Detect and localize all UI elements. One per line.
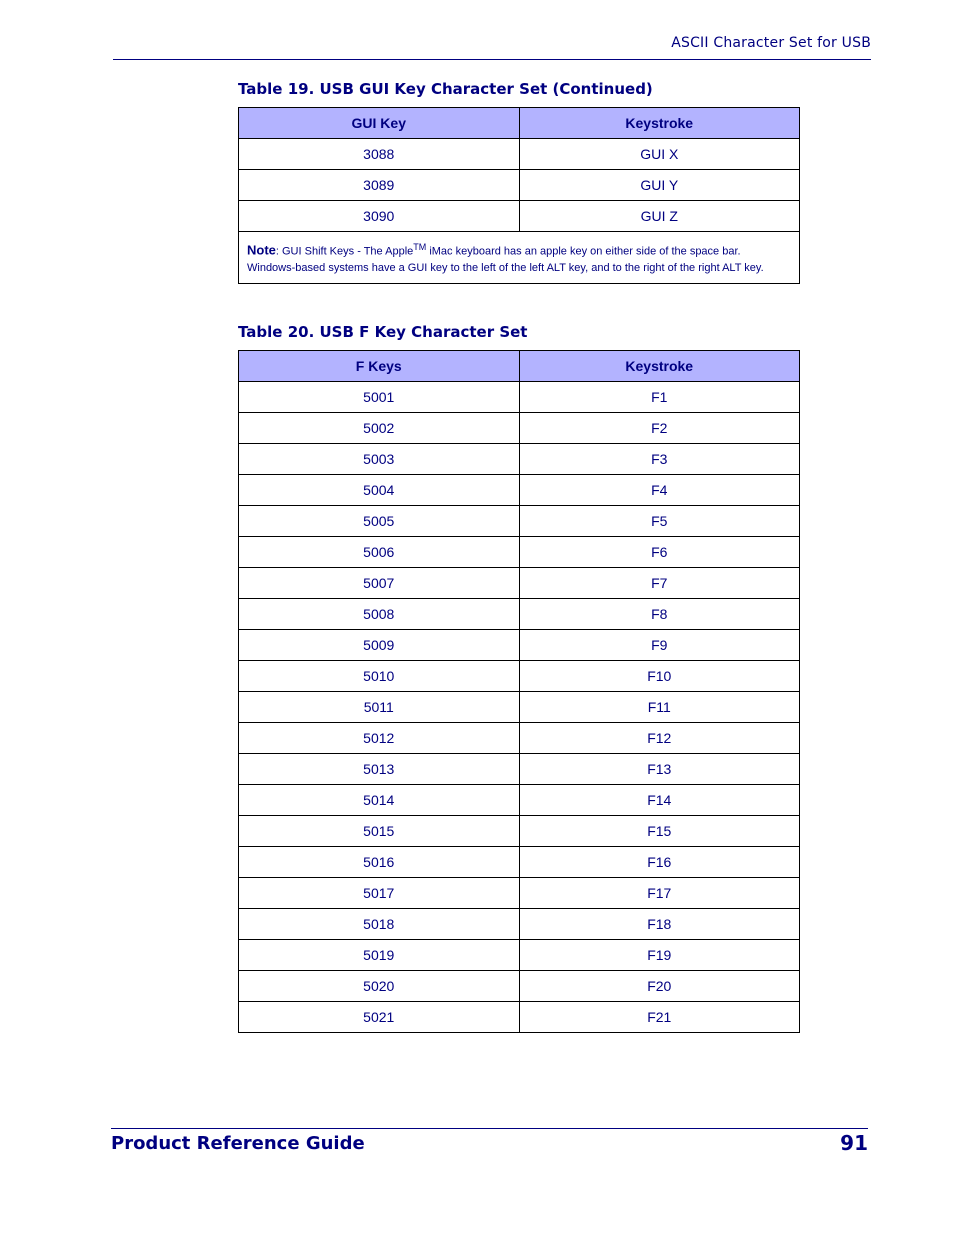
- table-row: [239, 630, 800, 661]
- keystroke-cell: GUI Z: [519, 201, 800, 232]
- f-key-code-cell: 5002: [239, 413, 520, 444]
- table20-header-row: [239, 351, 800, 382]
- keystroke-cell: F20: [519, 971, 800, 1002]
- page-number: 91: [840, 1131, 868, 1155]
- table-row: [239, 940, 800, 971]
- keystroke-cell: F19: [519, 940, 800, 971]
- table-row: [239, 382, 800, 413]
- keystroke-cell: F9: [519, 630, 800, 661]
- header-divider: [113, 59, 871, 60]
- f-key-code-cell: 5014: [239, 785, 520, 816]
- gui-key-cell: 3088: [239, 139, 520, 170]
- table19: [238, 107, 800, 284]
- f-key-code-cell: 5012: [239, 723, 520, 754]
- table19-header-row: [239, 108, 800, 139]
- table-row: [239, 1002, 800, 1033]
- f-key-code-cell: 5018: [239, 909, 520, 940]
- f-key-code-cell: 5015: [239, 816, 520, 847]
- f-key-code-cell: 5001: [239, 382, 520, 413]
- keystroke-cell: F8: [519, 599, 800, 630]
- keystroke-cell: F6: [519, 537, 800, 568]
- gui-key-cell: 3090: [239, 201, 520, 232]
- keystroke-cell: F11: [519, 692, 800, 723]
- table-row: [239, 568, 800, 599]
- table19-caption: Table 19. USB GUI Key Character Set (Continued): [238, 80, 653, 98]
- table-row: [239, 723, 800, 754]
- f-key-code-cell: 5006: [239, 537, 520, 568]
- keystroke-cell: F3: [519, 444, 800, 475]
- table-row: [239, 754, 800, 785]
- note-text-after: iMac keyboard has an apple key on either side of the space bar. Windows-based systems have a GUI key to the left of the left ALT key, and to the right of the right ALT key.: [247, 245, 764, 274]
- f-key-code-cell: 5021: [239, 1002, 520, 1033]
- table-row: [239, 847, 800, 878]
- keystroke-cell: F1: [519, 382, 800, 413]
- table-row: [239, 878, 800, 909]
- keystroke-cell: F13: [519, 754, 800, 785]
- f-key-code-cell: 5010: [239, 661, 520, 692]
- table20: [238, 350, 800, 1033]
- keystroke-cell: F17: [519, 878, 800, 909]
- table-row: [239, 599, 800, 630]
- table-row: [239, 692, 800, 723]
- footer-title: Product Reference Guide: [111, 1133, 365, 1154]
- keystroke-cell: F18: [519, 909, 800, 940]
- table19-note: [239, 232, 800, 284]
- keystroke-cell: F16: [519, 847, 800, 878]
- table-row: [239, 909, 800, 940]
- f-key-code-cell: 5016: [239, 847, 520, 878]
- table-row: [239, 170, 800, 201]
- f-key-code-cell: 5017: [239, 878, 520, 909]
- f-key-code-cell: 5008: [239, 599, 520, 630]
- table-row: [239, 785, 800, 816]
- footer-divider: [111, 1128, 868, 1129]
- table19-header-keystroke: Keystroke: [519, 108, 800, 139]
- f-key-code-cell: 5013: [239, 754, 520, 785]
- keystroke-cell: F12: [519, 723, 800, 754]
- table-row: [239, 661, 800, 692]
- table-row: [239, 444, 800, 475]
- keystroke-cell: F14: [519, 785, 800, 816]
- table20-header-keystroke: Keystroke: [519, 351, 800, 382]
- f-key-code-cell: 5019: [239, 940, 520, 971]
- note-label: Note: [247, 242, 276, 258]
- keystroke-cell: F10: [519, 661, 800, 692]
- table-row: [239, 475, 800, 506]
- keystroke-cell: F4: [519, 475, 800, 506]
- f-key-code-cell: 5005: [239, 506, 520, 537]
- table-row: [239, 816, 800, 847]
- f-key-code-cell: 5020: [239, 971, 520, 1002]
- table-row: [239, 413, 800, 444]
- f-key-code-cell: 5011: [239, 692, 520, 723]
- table-row: [239, 201, 800, 232]
- f-key-code-cell: 5009: [239, 630, 520, 661]
- keystroke-cell: GUI X: [519, 139, 800, 170]
- keystroke-cell: F5: [519, 506, 800, 537]
- running-header: ASCII Character Set for USB: [671, 35, 871, 51]
- table20-caption: Table 20. USB F Key Character Set: [238, 323, 528, 341]
- keystroke-cell: F7: [519, 568, 800, 599]
- table20-header-f-keys: F Keys: [239, 351, 520, 382]
- f-key-code-cell: 5004: [239, 475, 520, 506]
- table19-note-row: [239, 232, 800, 284]
- keystroke-cell: F21: [519, 1002, 800, 1033]
- gui-key-cell: 3089: [239, 170, 520, 201]
- table-row: [239, 537, 800, 568]
- trademark-superscript: TM: [413, 242, 427, 253]
- f-key-code-cell: 5003: [239, 444, 520, 475]
- keystroke-cell: F2: [519, 413, 800, 444]
- table-row: [239, 971, 800, 1002]
- table-row: [239, 506, 800, 537]
- keystroke-cell: GUI Y: [519, 170, 800, 201]
- f-key-code-cell: 5007: [239, 568, 520, 599]
- table-row: [239, 139, 800, 170]
- note-text-before: : GUI Shift Keys - The Apple: [275, 245, 414, 258]
- table19-header-gui-key: GUI Key: [239, 108, 520, 139]
- keystroke-cell: F15: [519, 816, 800, 847]
